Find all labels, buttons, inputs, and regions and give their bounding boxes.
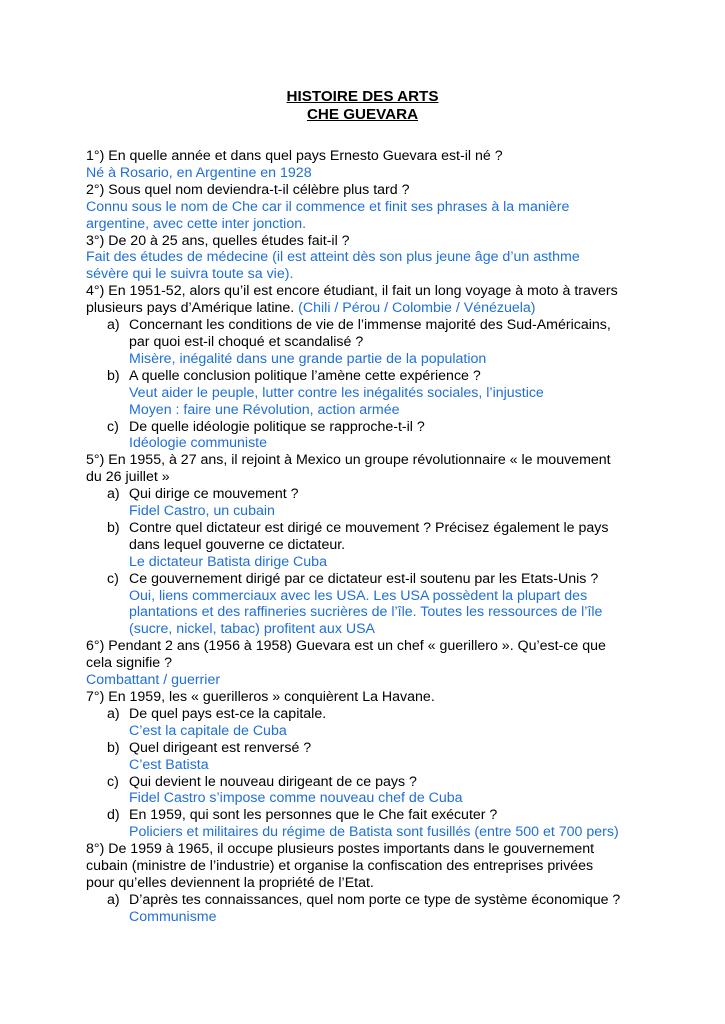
question-2-answer-line-1: Connu sous le nom de Che car il commence et finit ses phrases à la manière [86,198,570,215]
question-4-text-line-2 [86,300,646,317]
question-7-text: 7°) En 1959, les « guerilleros » conquièrent La Havane. [86,689,435,705]
question-8a-label: a) [107,891,120,908]
question-5a [86,486,646,520]
question-7a [86,706,646,740]
question-4a-answer: Misère, inégalité dans une grande partie de la population [129,350,487,367]
question-8a-text: D’après tes connaissances, quel nom porte ce type de système économique ? [129,891,621,908]
title-line-1: HISTOIRE DES ARTS [286,88,439,105]
question-4c [86,419,646,453]
question-5c [86,571,646,639]
question-6 [86,638,646,689]
questionnaire [86,148,646,926]
question-7c [86,774,646,808]
question-4-inline-answer: (Chili / Pérou / Colombie / Vénézuela) [298,300,536,317]
question-3-text: 3°) De 20 à 25 ans, quelles études fait-il ? [86,232,350,249]
question-5a-text: Qui dirige ce mouvement ? [129,486,299,503]
question-5b [86,520,646,571]
question-4b [86,368,646,419]
question-4b-label: b) [107,367,120,384]
question-7b-answer: C’est Batista [129,756,209,773]
question-4b-answer-line-2: Moyen : faire une Révolution, action armée [129,401,400,418]
question-1-text: 1°) En quelle année et dans quel pays Ernesto Guevara est-il né ? [86,148,503,164]
question-5c-answer-line-1: Oui, liens commerciaux avec les USA. Les USA possèdent la plupart des [129,587,588,604]
question-7c-text: Qui devient le nouveau dirigeant de ce pays ? [129,773,417,790]
question-5 [86,452,646,638]
question-4c-text: De quelle idéologie politique se rapproche-t-il ? [129,418,425,435]
question-8a [86,892,646,926]
question-5b-text-line-1: Contre quel dictateur est dirigé ce mouvement ? Précisez également le pays [129,519,609,536]
question-5c-answer-line-2: plantations et des raffineries sucrières de l’île. Toutes les ressources de l’île [129,604,603,621]
question-4a-text-line-2: par quoi est-il choqué et scandalisé ? [129,333,364,350]
question-4-text-line-2-main: plusieurs pays d’Amérique latine. [86,300,295,317]
question-3-answer-line-2: sévère qui le suivra toute sa vie). [86,266,294,283]
question-7a-answer: C’est la capitale de Cuba [129,722,287,739]
question-5a-answer: Fidel Castro, un cubain [129,503,275,520]
question-7a-label: a) [107,705,120,722]
question-1-answer: Né à Rosario, en Argentine en 1928 [86,164,312,181]
question-7 [86,689,646,841]
question-7b [86,740,646,774]
question-2-text: 2°) Sous quel nom deviendra-t-il célèbre plus tard ? [86,181,410,198]
question-4a-text-line-1: Concernant les conditions de vie de l’immense majorité des Sud-Américains, [129,317,611,334]
question-6-answer: Combattant / guerrier [86,672,221,689]
question-4a [86,317,646,368]
question-1 [86,148,646,182]
question-8-text-line-3: pour qu’elles deviennent la propriété de l’Etat. [86,874,374,891]
question-4b-text: A quelle conclusion politique l’amène cette expérience ? [129,367,481,384]
question-3-answer-line-1: Fait des études de médecine (il est atteint dès son plus jeune âge d’un asthme [86,249,580,266]
question-7a-text: De quel pays est-ce la capitale. [129,705,327,722]
question-5b-text-line-2: dans lequel gouverne ce dictateur. [129,536,346,553]
question-2-answer-line-2: argentine, avec cette inter jonction. [86,215,307,232]
title-block [0,88,725,124]
question-7d-answer: Policiers et militaires du régime de Batista sont fusillés (entre 500 et 700 pers) [129,824,619,841]
question-4c-label: c) [107,418,119,435]
question-8 [86,841,646,926]
question-4b-answer-line-1: Veut aider le peuple, lutter contre les inégalités sociales, l’injustice [129,384,544,401]
question-7c-label: c) [107,773,119,790]
question-8a-answer: Communisme [129,908,217,925]
question-5c-text: Ce gouvernement dirigé par ce dictateur est-il soutenu par les Etats-Unis ? [129,570,599,587]
question-7d-label: d) [107,807,120,824]
question-5c-label: c) [107,570,119,587]
question-7d-text: En 1959, qui sont les personnes que le Che fait exécuter ? [129,807,498,824]
question-8-text-line-1: 8°) De 1959 à 1965, il occupe plusieurs postes importants dans le gouvernement [86,841,595,858]
question-7b-label: b) [107,739,120,756]
question-4-text-line-1: 4°) En 1951-52, alors qu’il est encore étudiant, il fait un long voyage à moto à travers [86,283,618,300]
question-5b-answer: Le dictateur Batista dirige Cuba [129,553,327,570]
question-6-text-line-2: cela signifie ? [86,655,172,672]
question-2 [86,182,646,233]
question-4 [86,283,646,452]
question-4a-label: a) [107,317,120,334]
question-7c-answer: Fidel Castro s’impose comme nouveau chef de Cuba [129,790,463,807]
question-7b-text: Quel dirigeant est renversé ? [129,739,312,756]
question-5-text-line-1: 5°) En 1955, à 27 ans, il rejoint à Mexico un groupe révolutionnaire « le mouvement [86,452,611,469]
question-7d [86,807,646,841]
question-5b-label: b) [107,519,120,536]
question-5c-answer-line-3: (sucre, nickel, tabac) profitent aux USA [129,621,376,638]
title-line-2: CHE GUEVARA [306,106,419,123]
question-5a-label: a) [107,486,120,503]
question-8-text-line-2: cubain (ministre de l’industrie) et organise la confiscation des entreprises privées [86,858,594,875]
question-3 [86,233,646,284]
question-4c-answer: Idéologie communiste [129,435,268,452]
question-5-text-line-2: du 26 juillet » [86,469,170,486]
question-6-text-line-1: 6°) Pendant 2 ans (1956 à 1958) Guevara est un chef « guerillero ». Qu’est-ce que [86,638,606,655]
